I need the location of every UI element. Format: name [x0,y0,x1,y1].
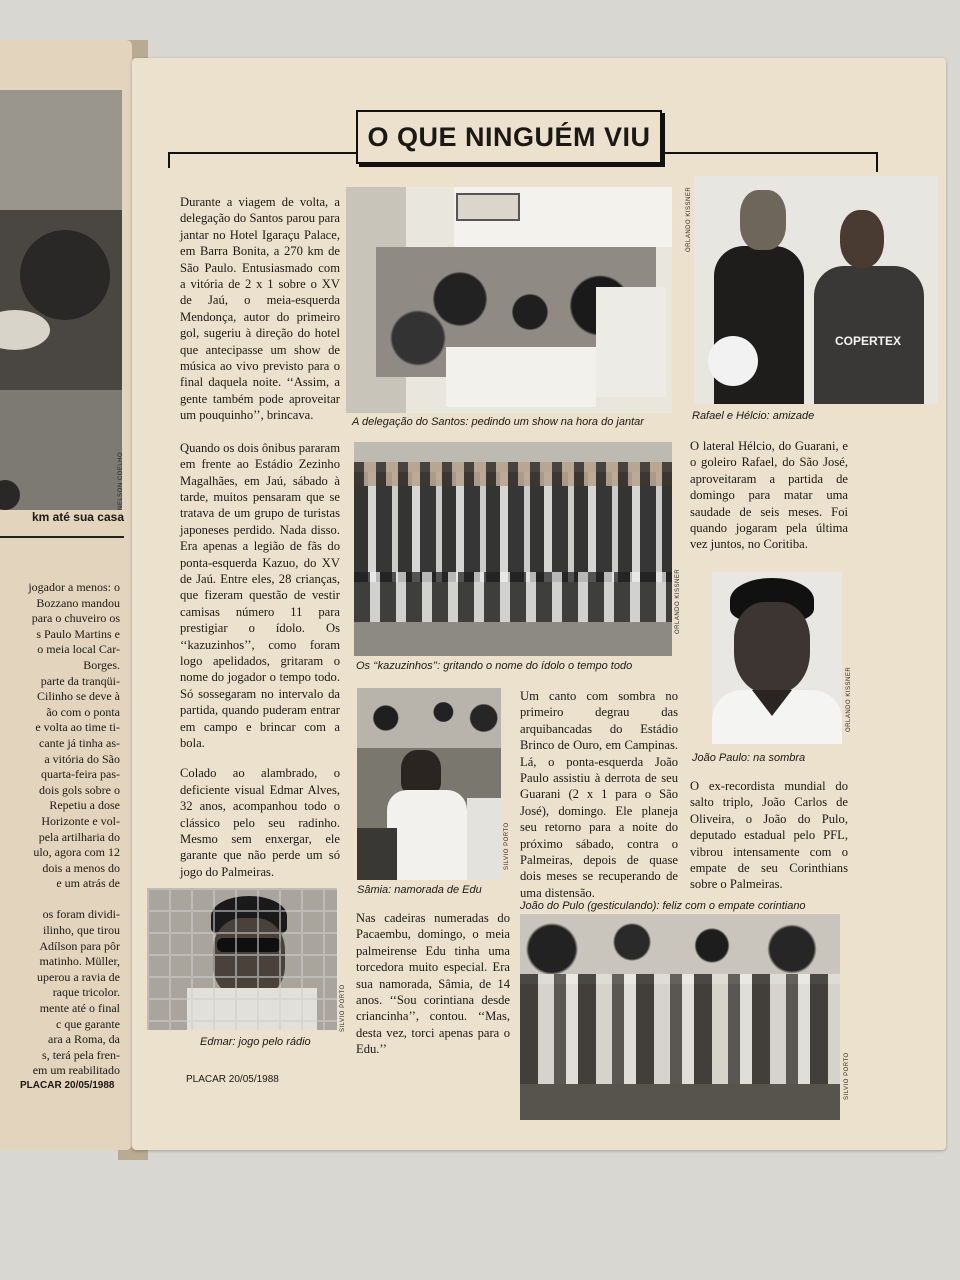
page-title: O QUE NINGUÉM VIU [367,121,651,152]
previous-page-line: c que garante [56,1016,120,1031]
previous-page-line: s Paulo Martins e [36,626,120,641]
caption-kazuzinhos: Os ‘‘kazuzinhos’’: gritando o nome do ídolo o tempo todo [356,660,633,672]
previous-page-line: e um atrás de [56,876,120,891]
caption-joao-paulo: João Paulo: na sombra [692,752,806,764]
kazuzinhos-photo [354,442,672,656]
photo-credit: ORLANDO KISSNER [686,186,692,252]
rafael-helcio-photo [694,176,938,404]
previous-page-line: Horizonte e vol- [41,813,120,828]
article-kazuzinhos: Quando os dois ônibus pararam em frente ao Estádio Zezinho Magalhães, em Jaú, sábado à tarde, muitos pensaram que se tratava de um grupo de turistas japoneses perdido. Nada disso. Era apenas a legião de fãs do ponta-esquerda Kazuo, do XV de Jaú. Entre eles, 28 crianças, que fizeram questão de vestir camisas número 11 para prestigiar o ídolo. Os ‘‘kazuzinhos’’, como foram logo apelidados, gritaram o nome do jogador o tempo todo. Só sossegaram no intervalo da partida, quando puderam entrar em campo e brincar com a bola. [180,440,340,750]
previous-page-line: matinho. Müller, [39,954,120,969]
photo-credit: SILVIO PORTO [844,1052,850,1100]
previous-page-line: Bozzano mandou [36,595,120,610]
previous-page-line: ulo, agora com 12 [33,845,120,860]
previous-page-line: Repetiu a dose [49,798,120,813]
header-rule-right [660,152,878,154]
column-3b [690,778,848,907]
column-2b [356,910,510,1072]
article-edu-samia: Nas cadeiras numeradas do Pacaembu, domingo, o meia palmeirense Edu tinha uma torcedora muito especial. Era sua namorada, Sâmia, de 14 anos. ‘‘Sou corintiana desde criancinha’’, contou. ‘‘Mas, desta vez, torci apenas para o Edu.’’ [356,911,510,1057]
photo-credit: SILVIO PORTO [504,822,510,870]
previous-page-line: dois gols sobre o [39,782,120,797]
photo-credit: ORLANDO KISSNER [846,666,852,732]
photo-credit: NELSON COELHO [118,451,124,510]
previous-page-line: a vitória do São [44,751,120,766]
previous-page-line: o meia local Car- [37,642,120,657]
previous-page-text [0,580,120,1079]
edmar-photo [147,888,337,1030]
column-3 [690,438,848,567]
previous-page-line: para o chuveiro os [31,611,120,626]
previous-page-photo [0,90,122,510]
column-2 [520,688,678,915]
jersey-text: COPERTEX [834,334,901,348]
previous-page-line: ão com o ponta [46,704,120,719]
caption-rafael-helcio: Rafael e Hélcio: amizade [692,410,815,422]
santos-dinner-photo [346,187,672,413]
headline-box [356,110,662,164]
caption-joao-do-pulo: João do Pulo (gesticulando): feliz com o empate corintiano [520,900,806,912]
previous-page-line: ilinho, que tirou [43,923,120,938]
samia-photo [357,688,501,880]
article-joao-paulo: Um canto com sombra no primeiro degrau das arquibancadas do Estádio Brinco de Ouro, em Campinas. Lá, o ponta-esquerda João Paulo assistiu à derrota de seu Guarani (2 x 1 para o São José), domingo. Ele planeja seu retorno para a noite do próximo sábado, contra o Palmeiras, depois de quase dois meses se recuperando de uma distensão. [520,689,678,900]
article-santos: Durante a viagem de volta, a delegação do Santos parou para jantar no Hotel Igaraçu Palace, em Barra Bonita, a 270 km de São Paulo. Entusiasmado com a vitória de 2 x 1 sobre o XV de Jaú, o meia-esquerda Mendonça, autor do primeiro gol, sugeriu à direção do hotel que antecipasse um show de música ao vivo previsto para o final daquela noite. ‘‘Assim, a gente também pode aproveitar um pouquinho’’, brincava. [180,195,340,423]
previous-page-line: os foram dividi- [42,907,120,922]
joao-paulo-photo [712,572,842,744]
page-footer: PLACAR 20/05/1988 [186,1074,279,1085]
caption-edmar: Edmar: jogo pelo rádio [200,1036,311,1048]
previous-page-footer: PLACAR 20/05/1988 [20,1080,115,1091]
previous-page-line: jogador a menos: o [28,580,120,594]
previous-page-line: Borges. [83,657,120,672]
previous-page-line: dois a menos do [42,860,120,875]
photo-credit: SILVIO PORTO [340,984,346,1032]
previous-page-line: quarta-feira pas- [41,767,120,782]
header-rule-tick [876,152,878,172]
divider [0,536,124,538]
previous-page-line: cante já tinha as- [39,735,120,750]
caption-samia: Sâmia: namorada de Edu [357,884,482,896]
previous-page-caption: km até sua casa [31,510,124,524]
previous-page-line: Cilinho se deve à [37,689,120,704]
previous-page [0,40,132,1150]
previous-page-line: raque tricolor. [52,985,120,1000]
previous-page-line: mente até o final [39,1001,120,1016]
previous-page-line: Adílson para pôr [39,938,120,953]
article-helcio-rafael: O lateral Hélcio, do Guarani, e o goleiro Rafael, do São José, aproveitaram a partida de domingo para matar uma saudade de seis meses. Foi quando jogaram pela última vez juntos, no Coritiba. [690,439,848,552]
previous-page-line: s, terá pela fren- [42,1047,120,1062]
previous-page-line: e volta ao time ti- [35,720,120,735]
caption-santos: A delegação do Santos: pedindo um show na hora do jantar [352,416,644,428]
previous-page-line: pela artilharia do [38,829,120,844]
previous-page-line: em um reabilitado [32,1063,120,1078]
photo-credit: ORLANDO KISSNER [675,568,681,634]
joao-do-pulo-photo [520,914,840,1120]
previous-page-line: ara a Roma, da [48,1032,120,1047]
previous-page-line [0,892,120,908]
header-rule-tick [168,152,170,168]
header-rule-left [168,152,358,154]
previous-page-line: parte da tranqüi- [40,673,120,688]
previous-page-line: uperou a ravia de [37,969,120,984]
article-joao-do-pulo: O ex-recordista mundial do salto triplo, João Carlos de Oliveira, o João do Pulo, deputado estadual pelo PFL, vibrou intensamente com o empate de seu Corinthians sobre o Palmeiras. [690,779,848,892]
article-edmar: Colado ao alambrado, o deficiente visual Edmar Alves, 32 anos, acompanhou todo o clássico pelo seu radinho. Mesmo sem enxergar, ele garante que não perde um só jogo do Palmeiras. [180,766,340,879]
column-1 [180,194,340,894]
